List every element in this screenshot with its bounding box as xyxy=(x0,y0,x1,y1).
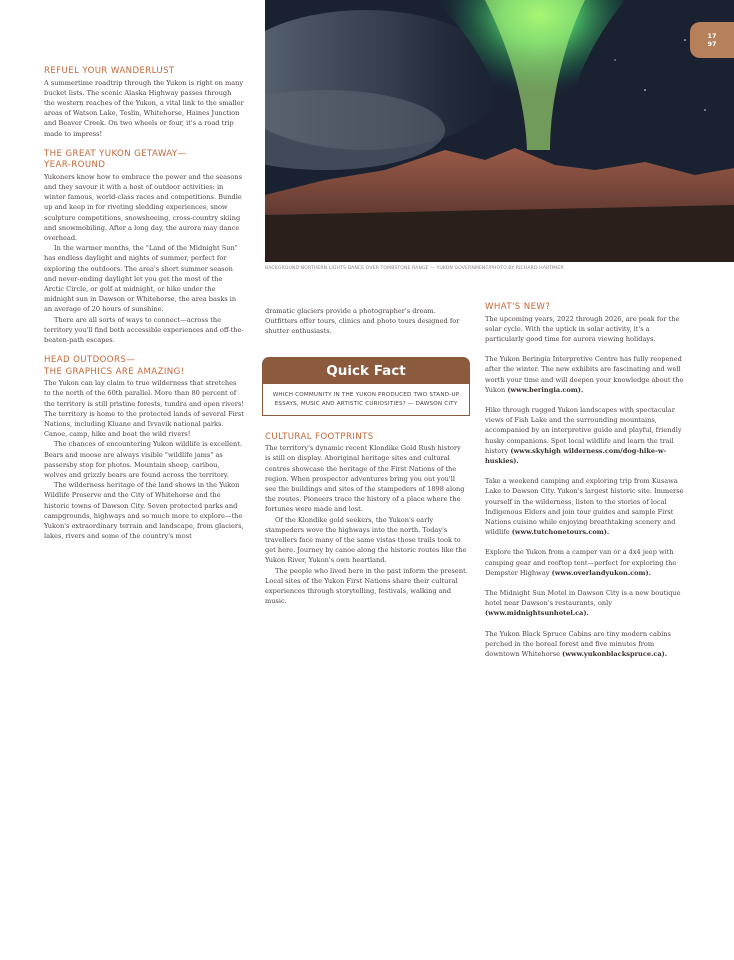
paragraph: The territory's dynamic recent Klondike Gold Rush history is still on display. Aboriginal heritage sites and cultural centres showcase the heritage of the First Nations of the region. When prospector adventures bring you out you'll see the buildings and sites of the stampeders of 1898 along the routes. Pioneers trace the history of a place where the fortunes were made and lost. xyxy=(265,444,465,514)
heading-getaway-2: YEAR-ROUND xyxy=(44,160,106,171)
aurora-illustration xyxy=(265,0,734,262)
column-middle xyxy=(265,306,468,606)
paragraph: Yukoners know how to embrace the power and the seasons and they savour it with a host of outdoor activities: in winter famous, world-class races and competitions. Bundle up and keep in for riveting sledding experiences, snow sculpture competitions, snowshoeing, cross-country skiing and snowmobiling. After a long day, the aurora may dance overhead. xyxy=(44,172,243,242)
paragraph xyxy=(485,588,690,619)
paragraph xyxy=(485,476,690,537)
page-number-top: 17 xyxy=(707,32,717,40)
paragraph: There are all sorts of ways to connect—across the territory you'll find both accessible experiences and off-the-beaten-path escapes. xyxy=(44,315,244,344)
quick-fact-box xyxy=(262,357,470,416)
aurora-mountain-photo xyxy=(265,0,734,262)
paragraph: The upcoming years, 2022 through 2026, are peak for the solar cycle. With the uptick in solar activity, it's a particularly good time for aurora viewing holidays. xyxy=(485,314,680,343)
heading-refuel: REFUEL YOUR WANDERLUST xyxy=(44,66,175,76)
column-left xyxy=(44,66,244,541)
paragraph-text: Explore the Yukon from a camper van or a 4x4 jeep with camping gear and rooftop tent—perfect for exploring the Dempster Highway xyxy=(485,548,677,577)
paragraph: dramatic glaciers provide a photographer's dream. Outfitters offer tours, clinics and photo tours designed for shutter enthusiasts. xyxy=(265,307,460,336)
web-link[interactable]: (www.beringia.com). xyxy=(507,385,584,394)
paragraph xyxy=(485,547,690,578)
web-link[interactable]: (www.midnightsunhotel.ca). xyxy=(485,609,589,618)
heading-cultural: CULTURAL FOOTPRINTS xyxy=(265,431,374,442)
paragraph: The chances of encountering Yukon wildlife is excellent. Bears and moose are always visible "wildlife jams" as passersby stop for photos. Mountain sheep, caribou, wolves and grizzly bears are found across the territory. xyxy=(44,440,243,479)
paragraph-text: The Yukon Black Spruce Cabins are tiny modern cabins perched in the boreal forest and five minutes from downtown Whitehorse xyxy=(485,629,671,658)
heading-outdoors-1: HEAD OUTDOORS— xyxy=(44,355,136,366)
paragraph: The Yukon can lay claim to true wilderness that stretches to the north of the 60th parallel. More than 80 percent of the territory is still pristine forests, tundra and open rivers! The territory is home to the protected lands of several First Nations, including Kluane and Ivvavik national parks. Canoe, camp, hike and boat the wild rivers! xyxy=(44,379,244,439)
paragraph: The people who lived here in the past inform the present. Local sites of the Yukon First Nations share their cultural experiences through storytelling, festivals, walking and music. xyxy=(265,566,468,606)
quick-fact-body xyxy=(262,384,470,416)
web-link[interactable]: (www.yukonblackspruce.ca). xyxy=(562,649,668,658)
quick-fact-title: Quick Fact xyxy=(262,357,470,384)
page-number-bottom: 97 xyxy=(707,40,717,48)
paragraph: Of the Klondike gold seekers, the Yukon's early stampeders wove the highways into the north. Today's travellers face many of the same vistas those trails took to get here. Journey by canoe along the historic routes like the Yukon River, Yukon's own heartland. xyxy=(265,515,467,565)
heading-whats-new: WHAT'S NEW? xyxy=(485,302,551,312)
quick-fact-line: WHICH COMMUNITY IN THE YUKON PRODUCED TWO STAND-UP xyxy=(272,392,460,398)
paragraph xyxy=(485,354,690,395)
paragraph xyxy=(485,629,690,660)
paragraph-text: The Midnight Sun Motel in Dawson City is a new boutique hotel near Dawson's restaurants, only xyxy=(485,588,681,608)
web-link[interactable]: (www.tutchonetours.com). xyxy=(511,528,610,537)
page-number-tab xyxy=(690,22,734,58)
photo-caption: BACKGROUND NORTHERN LIGHTS DANCE OVER TOMBSTONE RANGE — YUKON GOVERNMENT/PHOTO BY RICHARD HARTMIER xyxy=(265,266,564,271)
paragraph: A summertime roadtrip through the Yukon is right on many bucket lists. The scenic Alaska Highway passes through the western reaches of the Yukon, a vital link to the smaller areas of Watson Lake, Teslin, Whitehorse, Haines Junction and Beaver Creek. On two wheels or four, it's a road trip made to impress! xyxy=(44,78,244,138)
paragraph: The wilderness heritage of the land shows in the Yukon Wildlife Preserve and the City of Whitehorse and the historic towns of Dawson City. Seven protected parks and campgrounds, highways and so much more to explore—the Yukon's extraordinary terrain and landscape, from glaciers, lakes, rivers and some of the country's most xyxy=(44,481,244,541)
web-link[interactable]: (www.overlandyukon.com). xyxy=(551,568,651,577)
paragraph xyxy=(485,405,690,466)
paragraph-text: Hike through rugged Yukon landscapes with spectacular views of Fish Lake and the surrounding mountains, accompanied by an interpretive guide and playful, friendly husky companions. Spot local wildlife and learn the trail history xyxy=(485,405,682,455)
paragraph-text: Take a weekend camping and exploring trip from Kusawa Lake to Dawson City. Yukon's largest historic site. Immerse yourself in the wilderness, listen to the stories of local Indigenous Elders and join tour guides and sample First Nations cuisine while enjoying breathtaking scenery and wildlife xyxy=(485,477,684,537)
paragraph-text: The Yukon Beringia Interpretive Centre has fully reopened after the winter. The new exhibits are fascinating and well worth your time and will deepen your knowledge about the Yukon xyxy=(485,355,684,394)
paragraph: In the warmer months, the "Land of the Midnight Sun" has endless daylight and nights of summer, perfect for exploring the outdoors. The area's short summer season and never-ending daylight let you get the most of the Arctic Circle, or golf at midnight, or hike under the midnight sun in Dawson or Whitehorse, the area basks in an average of 20 hours of sunshine. xyxy=(44,244,238,314)
column-right xyxy=(485,302,690,669)
web-link[interactable]: (www.skyhigh wilderness.com/dog-hike-w-huskies). xyxy=(485,446,667,465)
heading-outdoors-2: THE GRAPHICS ARE AMAZING! xyxy=(44,366,185,377)
heading-getaway-1: THE GREAT YUKON GETAWAY— xyxy=(44,148,187,159)
quick-fact-line: ESSAYS, MUSIC AND ARTISTIC CURIOSITIES? — DAWSON CITY xyxy=(274,401,458,407)
